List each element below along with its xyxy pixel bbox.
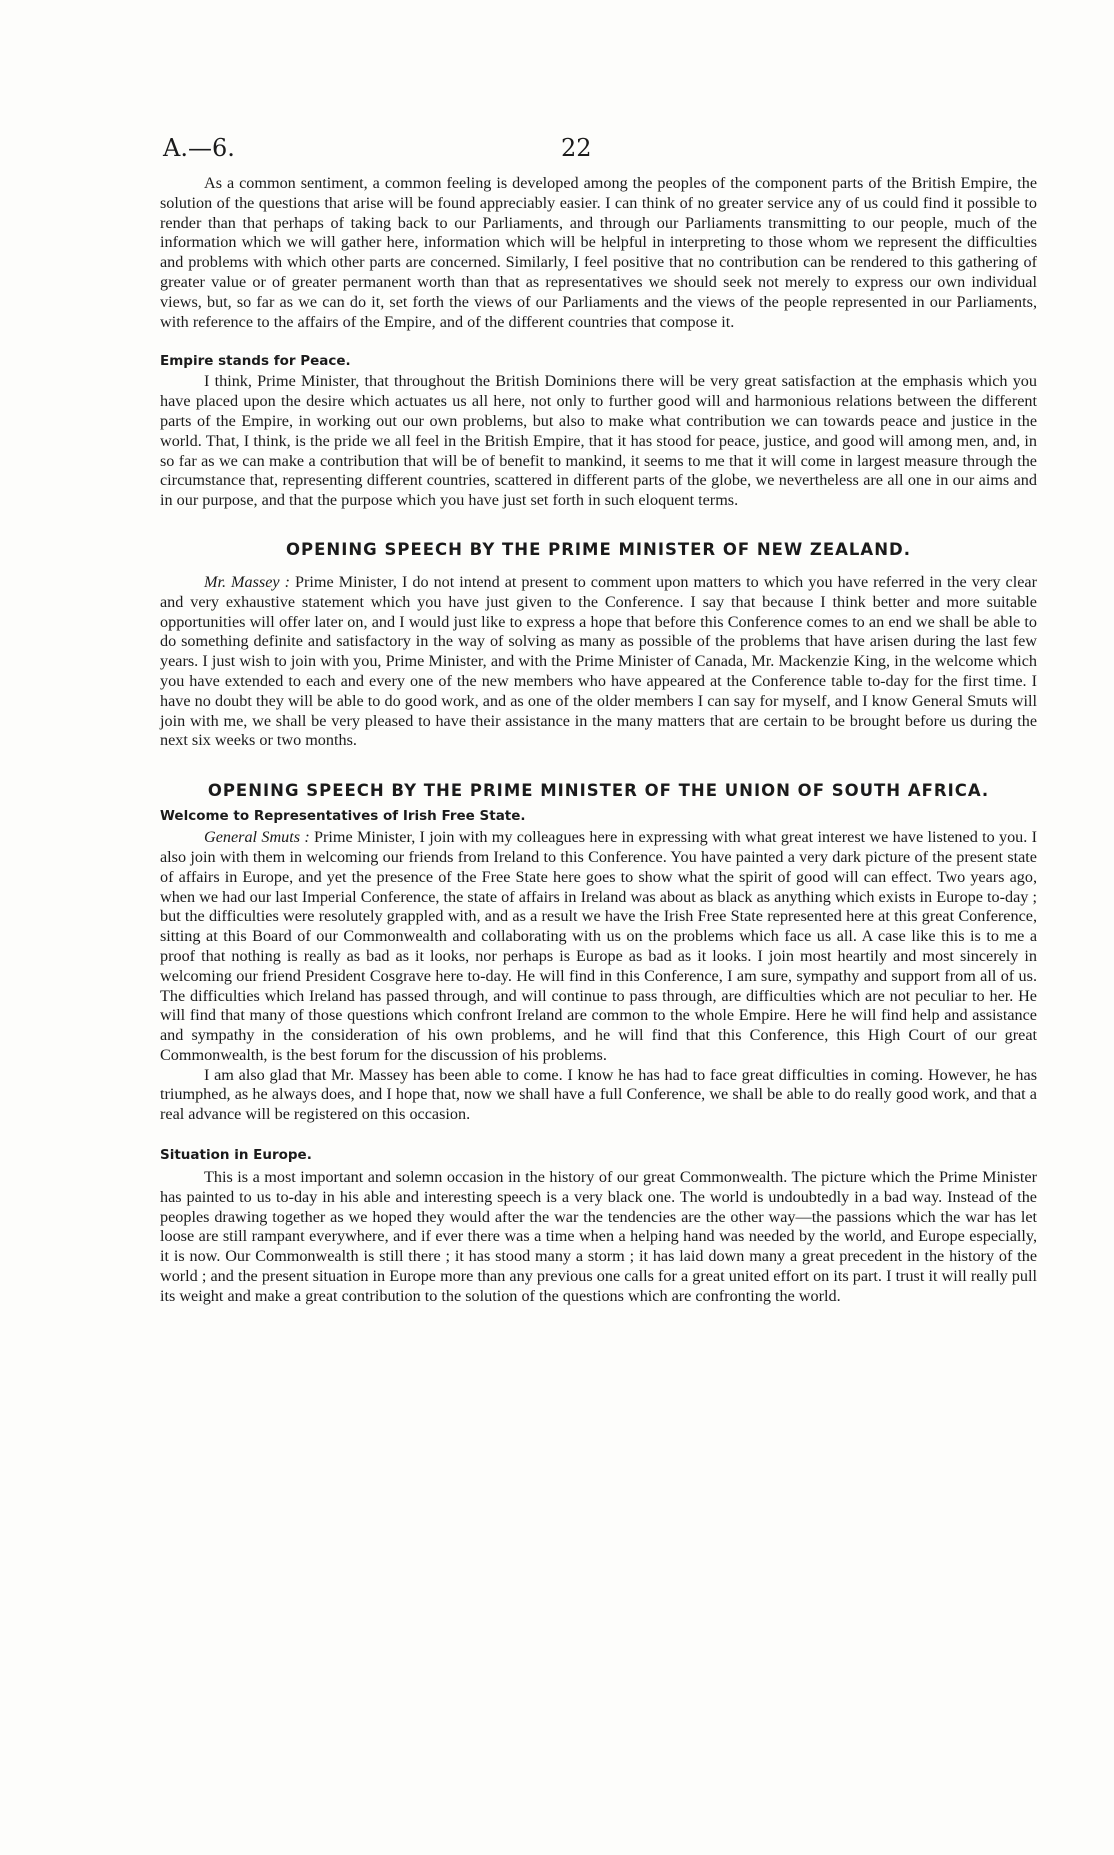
speaker-name: Mr. Massey : bbox=[204, 572, 290, 591]
section-heading-europe: Situation in Europe. bbox=[160, 1147, 312, 1164]
page-header bbox=[163, 128, 1063, 168]
body-paragraph bbox=[160, 573, 1037, 751]
speech-heading-south-africa: OPENING SPEECH BY THE PRIME MINISTER OF THE UNION OF SOUTH AFRICA. bbox=[207, 781, 990, 801]
speaker-name: General Smuts : bbox=[204, 828, 310, 847]
section-heading-irish-free-state: Welcome to Representatives of Irish Free State. bbox=[160, 808, 526, 825]
body-paragraph: This is a most important and solemn occasion in the history of our great Commonwealth. The picture which the Prime Minister has painted to us to-day in his able and interesting speech is a very black one. The world is undoubtedly in a bad way. Instead of the peoples drawing together as we hoped they would after the war the tendencies are the other way—the passions which the war has let loose are still rampant everywhere, and if ever there was a time when a helping hand was needed by the world, and Europe especially, it is now. Our Commonwealth is still there ; it has stood many a storm ; it has laid down many a great precedent in the history of the world ; and the present situation in Europe more than any previous one calls for a great united effort on its part. I trust it will really pull its weight and make a great contribution to the solution of the questions which are confronting the world. bbox=[160, 1168, 1037, 1305]
section-heading-peace: Empire stands for Peace. bbox=[160, 353, 351, 370]
page-body bbox=[160, 174, 1037, 1307]
paragraph-text: Prime Minister, I do not intend at present to comment upon matters to which you have referred in the very clear and very exhaustive statement which you have just given to the Conference. I say that because I think better and more suitable opportunities will offer later on, and I would just like to express a hope that before this Conference comes to an end we shall be able to do something definite and satisfactory in the way of solving as many as possible of the problems that have arisen during the last few years. I just wish to join with you, Prime Minister, and with the Prime Minister of Canada, Mr. Mackenzie King, in the welcome which you have extended to each and every one of the new members who have appeared at the Conference table to-day for the first time. I have no doubt they will be able to do good work, and as one of the older members I can say for myself, and I know General Smuts will join with me, we shall be very pleased to have their assistance in the many matters that are certain to be brought before us during the next six weeks or two months. bbox=[160, 572, 1037, 750]
body-paragraph: I am also glad that Mr. Massey has been able to come. I know he has had to face great difficulties in coming. However, he has triumphed, as he always does, and I hope that, now we shall have a full Conference, we shall be able to do really good work, and that a real advance will be registered on this occasion. bbox=[160, 1065, 1037, 1124]
body-paragraph bbox=[160, 828, 1037, 1066]
body-paragraph: As a common sentiment, a common feeling is developed among the peoples of the component parts of the British Empire, the solution of the questions that arise will be found appreciably easier. I can think of no greater service any of us could find it possible to render than that perhaps of taking back to our Parliaments, and through our Parliaments transmitting to our people, much of the information which we will gather here, information which will be helpful in interpreting to those whom we represent the difficulties and problems with which other parts are concerned. Similarly, I feel positive that no contribution can be rendered to this gathering of greater value or of greater permanent worth than that as representatives we should seek not merely to express our own individual views, but, so far as we can do it, set forth the views of our Parliaments and the views of the people represented in our Parliaments, with reference to the affairs of the Empire, and of the different countries that compose it. bbox=[160, 174, 1037, 331]
paragraph-text: Prime Minister, I join with my colleagues here in expressing with what great interest we have listened to you. I also join with them in welcoming our friends from Ireland to this Conference. You have painted a very dark picture of the present state of affairs in Europe, and yet the presence of the Free State here goes to show what the spirit of good will can effect. Two years ago, when we had our last Imperial Conference, the state of affairs in Ireland was about as black as anything which exists in Europe to-day ; but the difficulties were resolutely grappled with, and as a result we have the Irish Free State represented here at this great Conference, sitting at this Board of our Commonwealth and collaborating with us on the problems which face us all. A case like this is to me a proof that nothing is really as bad as it looks, nor perhaps is Europe as bad as it looks. I join most heartily and most sincerely in welcoming our friend President Cosgrave here to-day. He will find in this Conference, I am sure, sympathy and support from all of us. The difficulties which Ireland has passed through, and will continue to pass through, are difficulties which are not peculiar to her. He will find that many of those questions which confront Ireland are common to the whole Empire. Here he will find help and assistance and sympathy in the consideration of his own problems, and he will find that this Conference, this High Court of our great Commonwealth, is the best forum for the discussion of his problems. bbox=[160, 828, 1038, 1064]
document-reference: A.—6. bbox=[163, 134, 235, 162]
speech-heading-new-zealand: OPENING SPEECH BY THE PRIME MINISTER OF NEW ZEALAND. bbox=[286, 539, 911, 559]
body-paragraph: I think, Prime Minister, that throughout the British Dominions there will be very great satisfaction at the emphasis which you have placed upon the desire which actuates us all here, not only to further good will and harmonious relations between the different parts of the Empire, in working out our own problems, but also to make what contribution we can towards peace and justice in the world. That, I think, is the pride we all feel in the British Empire, that it has stood for peace, justice, and good will among men, and, in so far as we can make a contribution that will be of benefit to mankind, it seems to me that it will come in largest measure through the circumstance that, representing different countries, scattered in different parts of the globe, we nevertheless are all one in our aims and in our purpose, and that the purpose which you have just set forth in such eloquent terms. bbox=[160, 372, 1037, 510]
page-number: 22 bbox=[561, 134, 592, 162]
